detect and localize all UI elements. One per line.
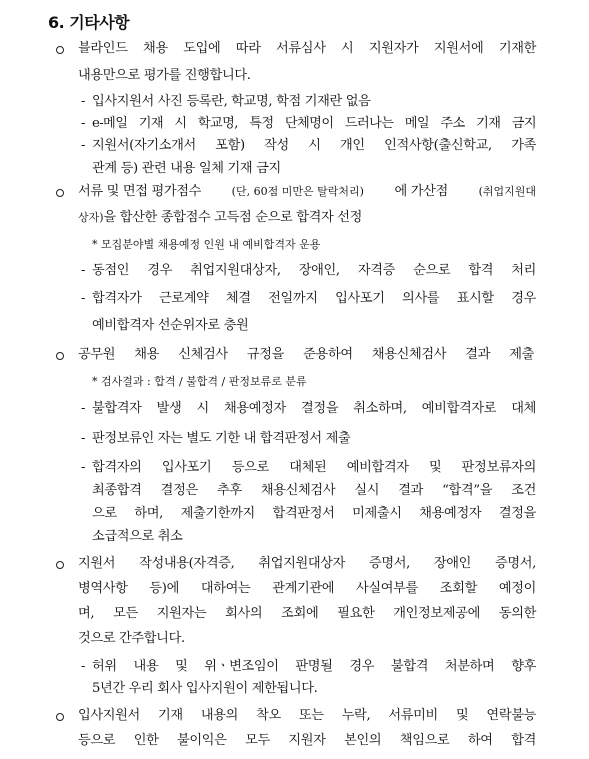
bullet-4-line-4: 것으로 간주합니다. — [78, 631, 185, 646]
circle-bullet-icon — [56, 561, 64, 569]
circle-bullet-icon — [56, 189, 64, 197]
bullet-3-sub-3-line-2: 최종합격 결정은 추후 채용신체검사 실시 결과 “합격”을 조건 — [92, 483, 536, 498]
bullet-5-line-1: 입사지원서 기재 내용의 착오 또는 누락, 서류미비 및 연락불능 — [78, 708, 536, 723]
dash-marker: - — [81, 263, 86, 278]
bullet-1-line-2: 내용만으로 평가를 진행합니다. — [78, 68, 251, 83]
dash-marker: - — [81, 291, 86, 306]
bullet-2-line-1-small2: (취업지원대 — [478, 185, 536, 198]
bullet-2-line-2-small: 상자) — [78, 211, 104, 224]
bullet-1-line-1: 블라인드 채용 도입에 따라 서류심사 시 지원자가 지원서에 기재한 — [78, 41, 536, 56]
bullet-2-sub-2-line-1: 합격자가 근로계약 체결 전일까지 입사포기 의사를 표시할 경우 — [92, 291, 536, 306]
bullet-2-sub-2-line-2: 예비합격자 선순위자로 충원 — [92, 318, 249, 333]
bullet-1-sub-3-line-1: 지원서(자기소개서 포함) 작성 시 개인 인적사항(출신학교, 가족 — [92, 138, 536, 153]
bullet-3-sub-3-line-3: 으로 하며, 제출기한까지 합격판정서 미제출시 채용예정자 결정을 — [92, 506, 536, 521]
bullet-2-line-1 — [78, 183, 536, 201]
circle-bullet-icon — [56, 46, 64, 54]
bullet-2-line-1-mid: 에 가산점 — [394, 184, 448, 199]
section-heading: 6. 기타사항 — [48, 13, 130, 32]
bullet-1-sub-2: e-메일 기재 시 학교명, 특정 단체명이 드러나는 메일 주소 기재 금지 — [92, 116, 536, 131]
bullet-4-line-3: 며, 모든 지원자는 회사의 조회에 필요한 개인정보제공에 동의한 — [78, 606, 536, 621]
dash-marker: - — [81, 138, 86, 153]
bullet-3-sub-3-line-1: 합격자의 입사포기 등으로 대체된 예비합격자 및 판정보류자의 — [92, 460, 536, 475]
bullet-4-line-1: 지원서 작성내용(자격증, 취업지원대상자 증명서, 장애인 증명서, — [78, 556, 536, 571]
bullet-2-line-1-main: 서류 및 면접 평가점수 — [78, 184, 202, 199]
bullet-3-sub-1: 불합격자 발생 시 채용예정자 결정을 취소하며, 예비합격자로 대체 — [92, 401, 536, 416]
dash-marker: - — [81, 460, 86, 475]
bullet-1-sub-1: 입사지원서 사진 등록란, 학교명, 학점 기재란 없음 — [92, 94, 371, 109]
bullet-2-note: * 모집분야별 채용예정 인원 내 예비합격자 운용 — [92, 238, 321, 251]
bullet-2-line-2-main: 을 합산한 종합점수 고득점 순으로 합격자 선정 — [103, 210, 362, 225]
bullet-2-line-2 — [78, 209, 362, 227]
bullet-4-sub-1-line-2: 5년간 우리 회사 입사지원이 제한됩니다. — [92, 681, 318, 696]
dash-marker: - — [81, 401, 86, 416]
dash-marker: - — [81, 659, 86, 674]
bullet-2-sub-1: 동점인 경우 취업지원대상자, 장애인, 자격증 순으로 합격 처리 — [92, 263, 536, 278]
bullet-5-line-2: 등으로 인한 불이익은 모두 지원자 본인의 책임으로 하여 합격 — [78, 733, 536, 748]
bullet-4-line-2: 병역사항 등)에 대하여는 관계기관에 사실여부를 조회할 예정이 — [78, 581, 536, 596]
bullet-4-sub-1-line-1: 허위 내용 및 위ㆍ변조임이 판명될 경우 불합격 처분하며 향후 — [92, 659, 536, 674]
bullet-2-line-1-small: (단, 60점 미만은 탈락처리) — [231, 185, 364, 198]
bullet-1-sub-3-line-2: 관계 등) 관련 내용 일체 기재 금지 — [92, 161, 281, 176]
dash-marker: - — [81, 94, 86, 109]
dash-marker: - — [81, 116, 86, 131]
bullet-3-note: * 검사결과 : 합격 / 불합격 / 판정보류로 분류 — [92, 375, 307, 388]
bullet-3-line-1: 공무원 채용 신체검사 규정을 준용하여 채용신체검사 결과 제출 — [78, 347, 534, 362]
dash-marker: - — [81, 431, 86, 446]
circle-bullet-icon — [56, 352, 64, 360]
bullet-3-sub-3-line-4: 소급적으로 취소 — [92, 529, 183, 544]
circle-bullet-icon — [56, 713, 64, 721]
bullet-3-sub-2: 판정보류인 자는 별도 기한 내 합격판정서 제출 — [92, 431, 351, 446]
